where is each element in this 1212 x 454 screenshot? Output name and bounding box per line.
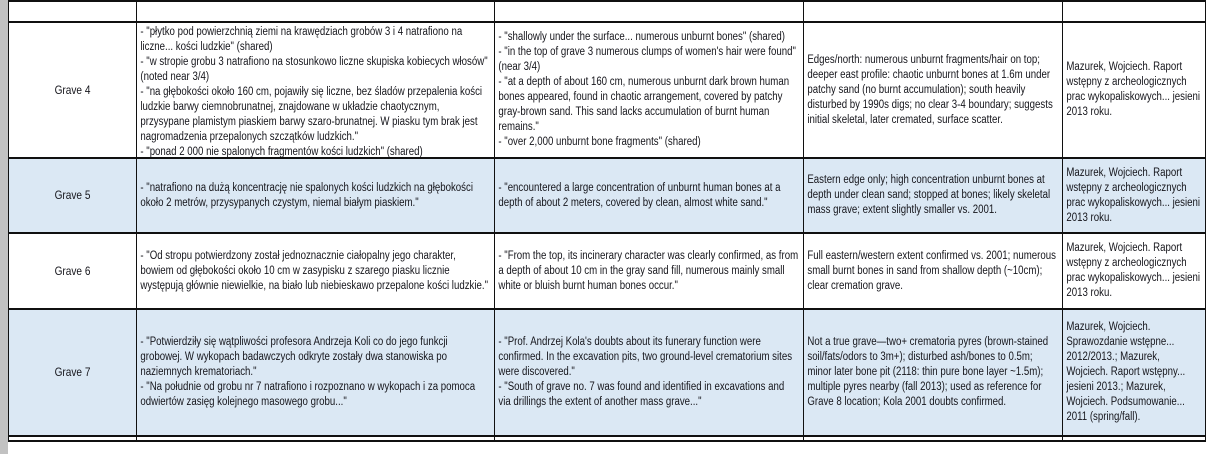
citation-text: Mazurek, Wojciech. Raport wstępny z archeologicznych prac wykopaliskowych... jesieni 2013 roku. (1066, 61, 1201, 118)
summary-cell (804, 158, 1063, 233)
summary-text: Edges/north: numerous unburnt fragments/hair on top; deeper east profile: chaotic unburnt bones at 1.6m under patchy sand (no burnt accumulation); south heavily disturbed by 1990s digs; no clear 3-4 boundary; suggests initial skeletal, later cremated, surface scatter. (807, 53, 1053, 126)
english-quotes-cell (495, 309, 804, 436)
english-quotes (495, 28, 803, 152)
empty-cell (9, 436, 137, 441)
english-quotes (495, 247, 803, 296)
quote-line: - "From the top, its incinerary character was clearly confirmed, as from a depth of about 10 cm in the gray sand fill, numerous mainly small white or bluish burnt human bones occur." (498, 249, 799, 292)
clipped-row-below (9, 436, 1206, 441)
quote-line: - "Prof. Andrzej Kola's doubts about its funerary function were confirmed. In the excavation pits, two ground-level crematorium sites were discovered." (498, 336, 793, 378)
page-margin-gutter (0, 0, 8, 454)
quote-line: - "płytko pod powierzchnią ziemi na krawędziach grobów 3 i 4 natrafiono na liczne... kości ludzkie" (shared) (140, 26, 463, 53)
english-quotes-cell (495, 158, 804, 233)
grave-label-cell (9, 233, 137, 309)
quote-line: - "ponad 2 000 nie spalonych fragmentów kości ludzkich" (shared) (140, 146, 423, 157)
quote-line: - "na głębokości około 160 cm, pojawiły się liczne, bez śladów przepalenia kości ludzkie barwy ciemnobrunatnej, znajdowane w układzie chaotycznym, przysypane plamistym piaskiem barwy szaro-brunatnej. W piasku tym brak jest nagromadzenia przepalonych szczątków ludzkich." (140, 86, 483, 143)
empty-cell (804, 436, 1063, 441)
polish-quotes-cell (137, 309, 495, 436)
quote-line: - "w stropie grobu 3 natrafiono na stosunkowo liczne skupiska kobiecych włosów" (noted near 3/4) (140, 56, 488, 83)
empty-cell (9, 1, 137, 22)
summary-text: Full eastern/western extent confirmed vs. 2001; numerous small burnt bones in sand from shallow depth (~10cm); clear cremation grave. (807, 249, 1056, 292)
quote-line: - "natrafiono na dużą koncentrację nie spalonych kości ludzkich na głębokości około 2 metrów, przysypanych czystym, niemal białym piaskiem." (140, 181, 473, 209)
quote-line: - "at a depth of about 160 cm, numerous unburnt dark brown human bones appeared, found in chaotic arrangement, covered by patchy gray-brown sand. This sand lacks accumulation of burnt human remains." (498, 76, 790, 133)
english-quotes (495, 179, 803, 213)
empty-cell (137, 436, 495, 441)
empty-cell (804, 1, 1063, 22)
empty-cell (1063, 1, 1206, 22)
summary-text: Not a true grave—two+ crematoria pyres (brown-stained soil/fats/odors to 3m+); disturbed ash/bones to 0.5m; minor later bone pit (2118: thin pure bone layer ~1.5m); multiple pyres nearby (fall 2013); used as reference for Grave 8 location; Kola 2001 doubts confirmed. (807, 336, 1049, 408)
quote-line: - "encountered a large concentration of unburnt human bones at a depth of about 2 meters, covered by clean, almost white sand." (498, 181, 781, 209)
quote-line: - "Potwierdziły się wątpliwości profesora Andrzeja Koli co do jego funkcji grobowej. W wykopach badawczych odkryte zostały dwa stanowiska po naziemnych krematoriach." (140, 336, 448, 378)
quote-line: - "South of grave no. 7 was found and identified in excavations and via drillings the extent of another mass grave..." (498, 381, 785, 408)
citation-text: Mazurek, Wojciech. Raport wstępny z archeologicznych prac wykopaliskowych... jesieni 2013 roku. (1066, 166, 1201, 224)
empty-cell (137, 1, 495, 22)
grave-table-row (9, 309, 1206, 436)
grave-label-cell (9, 309, 137, 436)
english-quotes-cell (495, 22, 804, 158)
grave-table-row (9, 158, 1206, 233)
polish-quotes (137, 179, 494, 213)
summary-text: Eastern edge only; high concentration unburnt bones at depth under clean sand; stopped at bones; likely skeletal mass grave; extent slightly smaller vs. 2001. (807, 174, 1051, 216)
grave-label-cell (9, 22, 137, 158)
quote-line: - "Od stropu potwierdzony został jednoznacznie ciałopalny jego charakter, bowiem od głębokości około 10 cm w zasypisku z szarego piasku licznie występują głównie niewielkie, na biało lub niebieskawo przepalone kości ludzkie." (140, 249, 489, 292)
empty-cell (1063, 436, 1206, 441)
polish-quotes (137, 23, 494, 157)
english-quotes (495, 333, 803, 412)
polish-quotes (137, 247, 494, 296)
empty-cell (495, 1, 804, 22)
grave-label: Grave 7 (54, 365, 91, 379)
summary-cell (804, 233, 1063, 309)
quote-line: - "in the top of grave 3 numerous clumps of women's hair were found" (near 3/4) (498, 46, 796, 73)
grave-label: Grave 6 (54, 263, 91, 278)
polish-quotes-cell (137, 233, 495, 309)
summary-cell (804, 22, 1063, 158)
english-quotes-cell (495, 233, 804, 309)
citation-cell (1063, 309, 1206, 436)
polish-quotes-cell (137, 158, 495, 233)
quote-line: - "shallowly under the surface... numerous unburnt bones" (shared) (498, 31, 785, 43)
quote-line: - "Na południe od grobu nr 7 natrafiono i rozpoznano w wykopach i za pomoca odwiertów zasięg kolejnego masowego grobu..." (140, 381, 476, 408)
citation-text: Mazurek, Wojciech. Sprawozdanie wstępne... 2012/2013.; Mazurek, Wojciech. Raport wstępny... jesieni 2013.; Mazurek, Wojciech. Podsumowanie... 2011 (spring/fall). (1066, 321, 1186, 423)
polish-quotes-cell (137, 22, 495, 158)
citation-cell (1063, 158, 1206, 233)
grave-table-row (9, 22, 1206, 158)
polish-quotes (137, 333, 494, 412)
citation-text: Mazurek, Wojciech. Raport wstępny z archeologicznych prac wykopaliskowych... jesieni 2013 roku. (1066, 242, 1201, 299)
grave-label: Grave 5 (54, 188, 91, 202)
citation-cell (1063, 233, 1206, 309)
grave-table-row (9, 233, 1206, 309)
empty-cell (495, 436, 804, 441)
quote-line: - "over 2,000 unburnt bone fragments" (shared) (498, 136, 701, 148)
citation-cell (1063, 22, 1206, 158)
summary-cell (804, 309, 1063, 436)
grave-label-cell (9, 158, 137, 233)
grave-label: Grave 4 (54, 82, 91, 97)
graves-tbody (9, 1, 1206, 441)
graves-table (8, 0, 1206, 442)
clipped-row-above (9, 1, 1206, 22)
